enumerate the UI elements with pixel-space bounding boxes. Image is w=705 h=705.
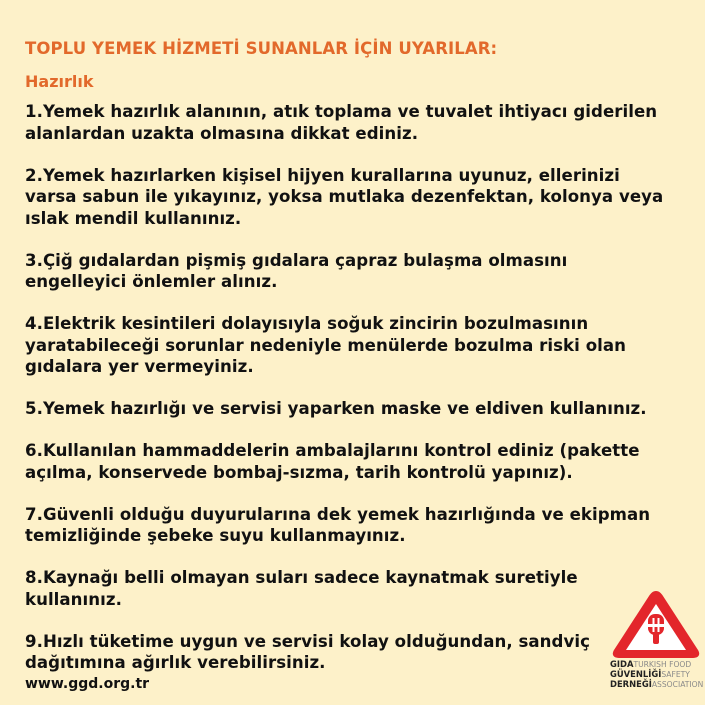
page-title: TOPLU YEMEK HİZMETİ SUNANLAR İÇİN UYARILAR: xyxy=(25,39,498,58)
warning-list xyxy=(25,101,665,694)
list-item: 7.Güvenli olduğu duyurularına dek yemek hazırlığında ve ekipman temizliğinde şebeke suyu kullanmayınız. xyxy=(25,504,651,545)
logo-wordmark: GIDATURKISH FOOD GÜVENLİĞİSAFETY DERNEĞİASSOCIATION xyxy=(610,659,704,689)
list-item: 3.Çiğ gıdalardan pişmiş gıdalara çapraz bulaşma olmasını engelleyici önlemler alınız. xyxy=(25,250,568,291)
list-item: 6.Kullanılan hammaddelerin ambalajlarını kontrol ediniz (pakette açılma, konservede bombaj-sızma, tarih kontrolü yapınız). xyxy=(25,441,640,482)
list-item: 8.Kaynağı belli olmayan suları sadece kaynatmak suretiyle kullanınız. xyxy=(25,568,578,609)
section-title: Hazırlık xyxy=(25,72,94,91)
list-item: 1.Yemek hazırlık alanının, atık toplama ve tuvalet ihtiyacı giderilen alanlardan uzakta olmasına dikkat ediniz. xyxy=(25,102,658,143)
list-item: 5.Yemek hazırlığı ve servisi yaparken maske ve eldiven kullanınız. xyxy=(25,399,647,418)
list-item: 2.Yemek hazırlarken kişisel hijyen kurallarına uyunuz, ellerinizi varsa sabun ile yıkayınız, yoksa mutlaka dezenfektan, kolonya veya ıslak mendil kullanınız. xyxy=(25,165,664,228)
website-url: www.ggd.org.tr xyxy=(25,676,150,692)
list-item: 4.Elektrik kesintileri dolayısıyla soğuk zincirin bozulmasının yaratabileceği sorunlar nedeniyle menülerde bozulma riski olan gıdalara yer vermeyiniz. xyxy=(25,314,626,376)
list-item: 9.Hızlı tüketime uygun ve servisi kolay olduğundan, sandviç dağıtımına ağırlık verebilirsiniz. xyxy=(25,631,590,672)
warning-triangle-icon xyxy=(610,588,702,660)
association-logo xyxy=(610,588,702,698)
